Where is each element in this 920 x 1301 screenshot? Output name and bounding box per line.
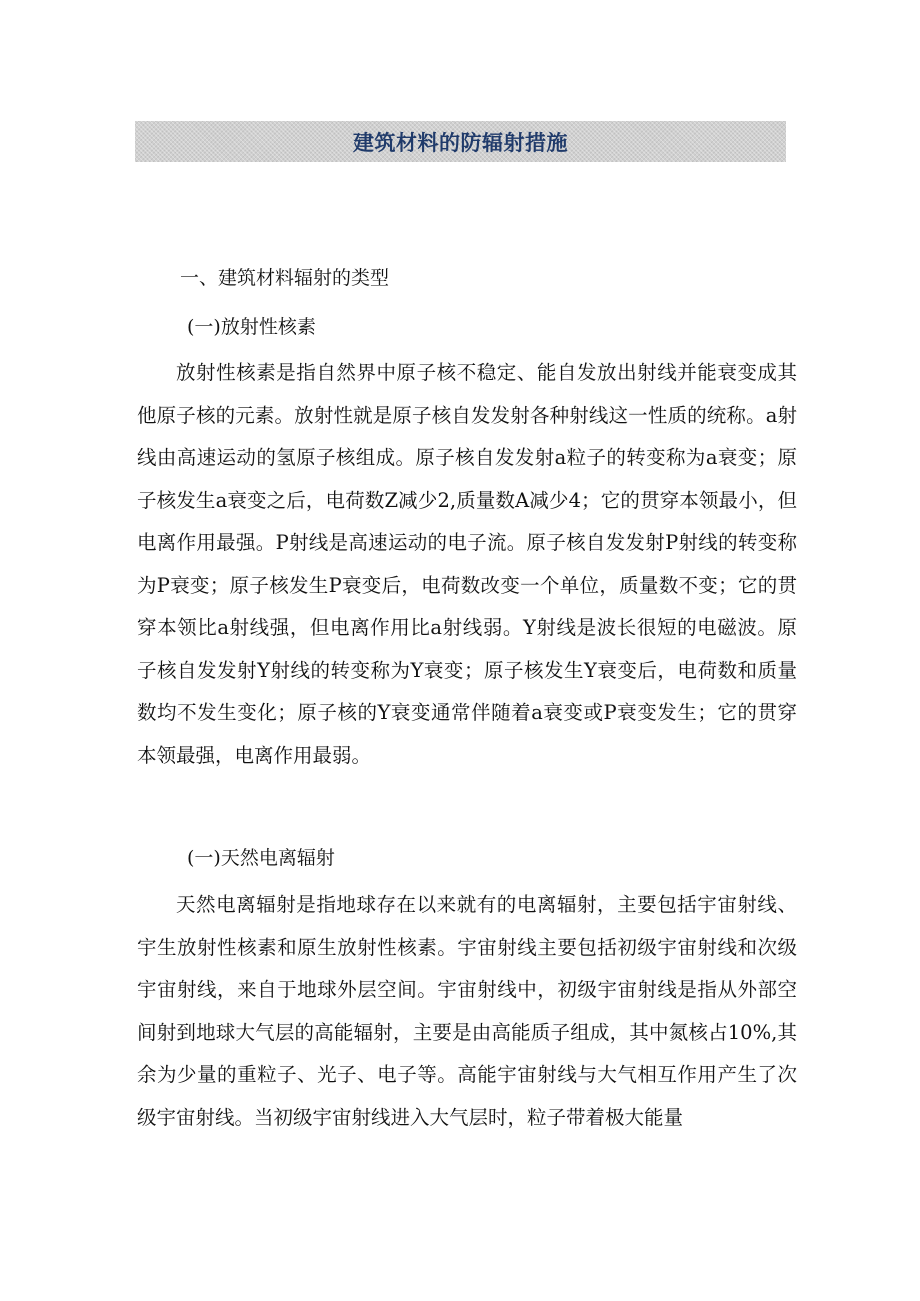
section-heading: 一、建筑材料辐射的类型	[180, 267, 390, 289]
subsection-heading-natural-radiation: (一)天然电离辐射	[187, 847, 335, 869]
title-banner	[135, 121, 786, 162]
paragraph-natural-radiation: 天然电离辐射是指地球存在以来就有的电离辐射，主要包括宇宙射线、宇生放射性核素和原生放射性核素。宇宙射线主要包括初级宇宙射线和次级宇宙射线，来自于地球外层空间。宇宙射线中，初级宇宙射线是指从外部空间射到地球大气层的高能辐射，主要是由高能质子组成，其中氮核占10%,其余为少量的重粒子、光子、电子等。高能宇宙射线与大气相互作用产生了次级宇宙射线。当初级宇宙射线进入大气层时，粒子带着极大能量	[137, 893, 797, 1129]
paragraph-radionuclides: 放射性核素是指自然界中原子核不稳定、能自发放出射线并能衰变成其他原子核的元素。放射性就是原子核自发发射各种射线这一性质的统称。a射线由高速运动的氢原子核组成。原子核自发发射a粒子的转变称为a衰变；原子核发生a衰变之后，电荷数Z减少2,质量数A减少4；它的贯穿本领最小，但电离作用最强。P射线是高速运动的电子流。原子核自发发射P射线的转变称为P衰变；原子核发生P衰变后，电荷数改变一个单位，质量数不变；它的贯穿本领比a射线强，但电离作用比a射线弱。Y射线是波长很短的电磁波。原子核自发发射Y射线的转变称为Y衰变；原子核发生Y衰变后，电荷数和质量数均不发生变化；原子核的Y衰变通常伴随着a衰变或P衰变发生；它的贯穿本领最强，电离作用最弱。	[137, 361, 797, 767]
document-title: 建筑材料的防辐射措施	[353, 130, 568, 155]
subsection-heading-radionuclides: (一)放射性核素	[187, 316, 316, 338]
